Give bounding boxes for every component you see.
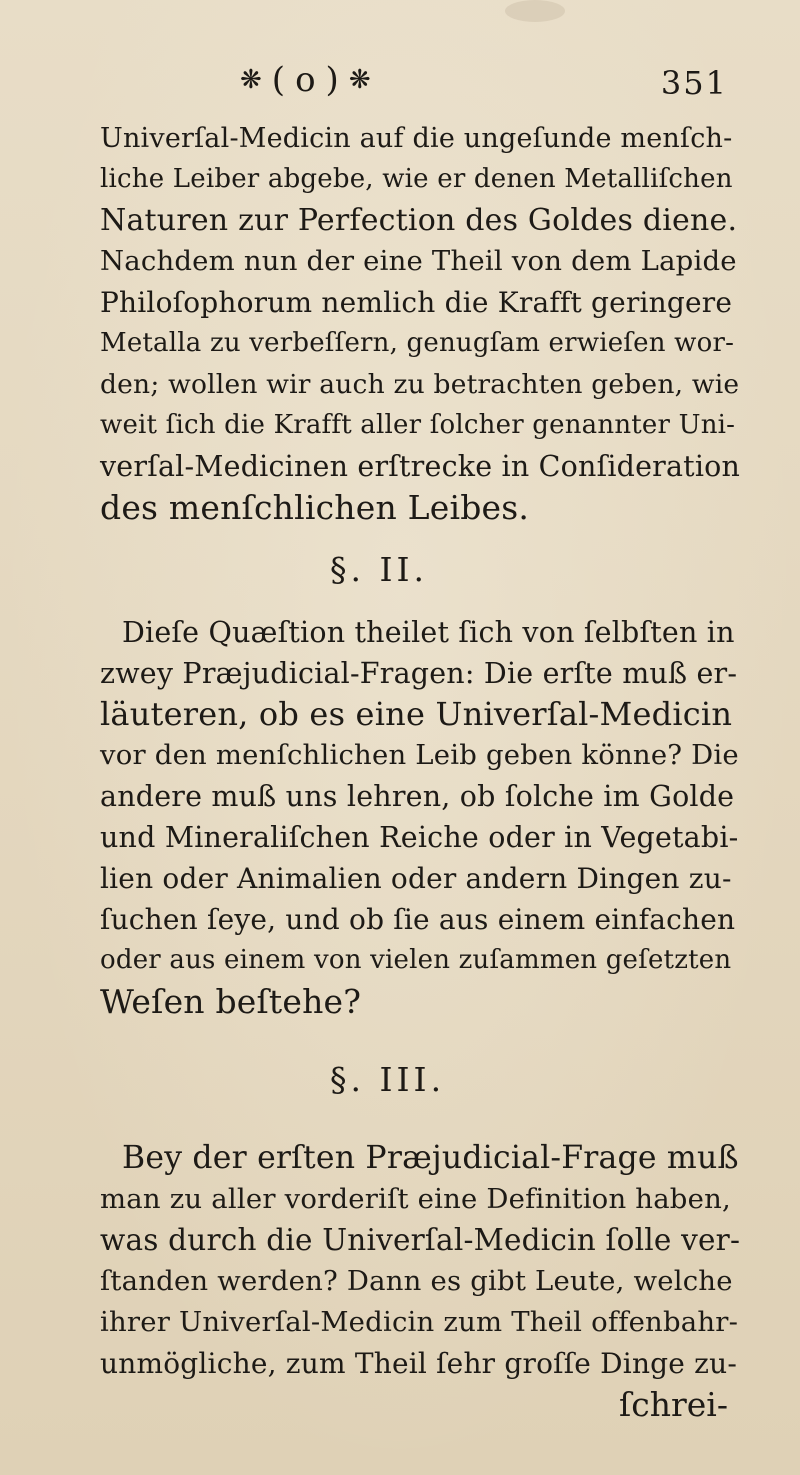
- text-line: Naturen zur Perfection des Goldes diene.: [100, 203, 738, 238]
- section-heading-3: §. III.: [330, 1060, 446, 1099]
- text-line: oder aus einem von vielen zuſammen geſetzten: [100, 945, 732, 975]
- text-line: zwey Præjudicial-Fragen: Die erſte muß er-: [100, 657, 738, 690]
- header-letter: o: [295, 60, 322, 100]
- text-line: des menſchlichen Leibes.: [100, 488, 530, 527]
- text-line: man zu aller vorderiſt eine Definition haben,: [100, 1183, 731, 1215]
- text-line: vor den menſchlichen Leib geben könne? Die: [100, 739, 739, 771]
- text-line: Univerſal-Medicin auf die ungeſunde menſch-: [100, 123, 733, 154]
- text-line: andere muß uns lehren, ob ſolche im Golde: [100, 780, 735, 813]
- text-line: ihrer Univerſal-Medicin zum Theil offenbahr-: [100, 1306, 739, 1338]
- text-line: ſuchen ſeye, und ob ſie aus einem einfachen: [100, 903, 736, 936]
- text-line: unmögliche, zum Theil ſehr groſſe Dinge zu-: [100, 1347, 738, 1380]
- text-line: Philoſophorum nemlich die Krafft geringere: [100, 286, 733, 319]
- text-line: Weſen beſtehe?: [100, 982, 362, 1021]
- paragraph-3: [100, 1138, 740, 1384]
- text-line: den; wollen wir auch zu betrachten geben, wie: [100, 369, 740, 400]
- text-line: läuteren, ob es eine Univerſal-Medicin: [100, 695, 733, 733]
- text-line: weit ſich die Krafft aller ſolcher genannter Uni-: [100, 410, 736, 440]
- text-line: Bey der erſten Præjudicial-Frage muß: [122, 1140, 739, 1176]
- paper-stain: [505, 0, 565, 22]
- text-line: lien oder Animalien oder andern Dingen zu-: [100, 862, 732, 895]
- page-number: 351: [660, 64, 728, 102]
- left-ornament-icon: ❋: [240, 65, 268, 95]
- paragraph-1: [100, 118, 740, 528]
- catchword: ſchrei-: [619, 1385, 728, 1424]
- text-line: liche Leiber abgebe, wie er denen Metalliſchen: [100, 164, 733, 194]
- running-header: [0, 60, 800, 110]
- header-ornament-group: [240, 60, 377, 100]
- text-line: verſal-Medicinen erſtrecke in Conſideration: [100, 450, 741, 483]
- text-line: Metalla zu verbeſſern, genugſam erwieſen wor-: [100, 328, 735, 358]
- paragraph-2: [100, 612, 740, 1022]
- header-paren-close: ): [325, 60, 345, 100]
- text-line: was durch die Univerſal-Medicin ſolle ver-: [100, 1223, 741, 1257]
- section-heading-2: §. II.: [330, 550, 429, 589]
- text-line: Nachdem nun der eine Theil von dem Lapide: [100, 245, 737, 277]
- text-line: Dieſe Quæſtion theilet ſich von ſelbſten in: [122, 616, 735, 649]
- text-line: ſtanden werden? Dann es gibt Leute, welche: [100, 1265, 733, 1297]
- header-paren-open: (: [271, 60, 292, 100]
- text-line: und Mineraliſchen Reiche oder in Vegetabi-: [100, 821, 739, 854]
- right-ornament-icon: ❋: [348, 65, 377, 95]
